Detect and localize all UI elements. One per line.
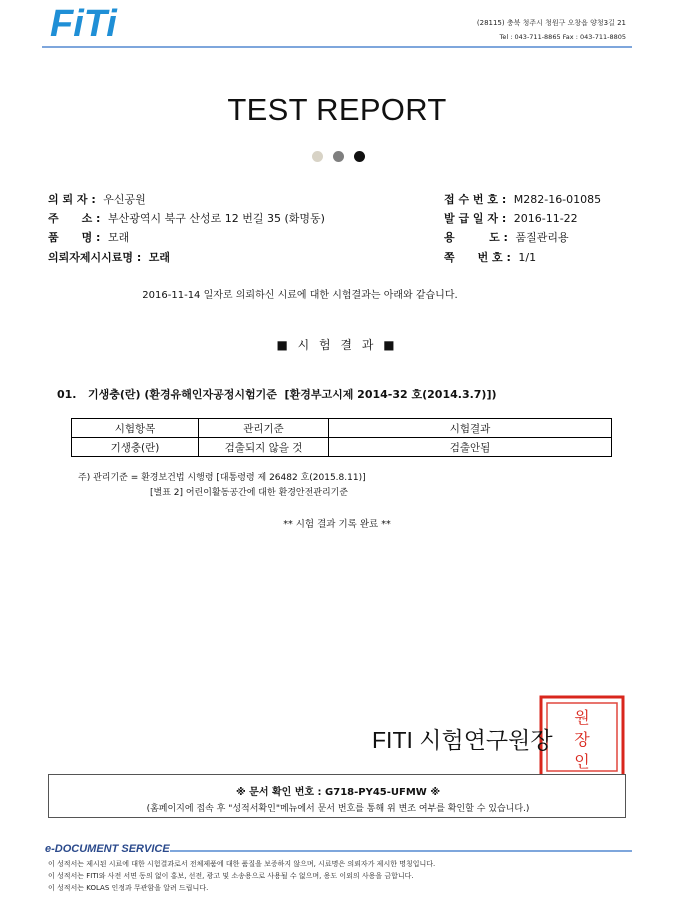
product-label: 품 명 :: [48, 231, 101, 244]
purpose-label: 용 도 :: [444, 231, 508, 244]
purpose-value: 품질관리용: [515, 231, 569, 244]
seal-char: 인: [574, 752, 590, 771]
seal-char: 장: [574, 730, 590, 749]
header-address: (28115) 충북 청주시 청원구 오창읍 양청3길 21: [476, 19, 626, 27]
note-line-2: [별표 2] 어린이활동공간에 대한 환경안전관리기준: [150, 488, 349, 498]
table-header-cell: 관리기준: [199, 419, 329, 438]
requester-value: 우신공원: [103, 193, 146, 206]
product-value: 모래: [107, 231, 130, 244]
page-row: [444, 249, 536, 265]
address-label: 주 소 :: [48, 212, 101, 225]
verification-box: [48, 774, 626, 818]
svg-text:FiTi: FiTi: [50, 3, 117, 42]
verification-description: (홈페이지에 접속 후 "성적서확인"메뉴에서 문서 번호를 통해 위 변조 여부를 확인할 수 있습니다.): [146, 804, 530, 814]
header-divider: [42, 46, 632, 48]
table-cell: 기생충(란): [72, 438, 199, 457]
requester-row: [48, 191, 146, 207]
note-line-1: 주) 관리기준 = 환경보건법 시행령 [대통령령 제 26482 호(2015.8.11)]: [78, 473, 366, 483]
table-header-row: [72, 419, 612, 438]
header-contact: Tel : 043-711-8865 Fax : 043-711-8805: [499, 33, 626, 41]
receipt-row: [444, 191, 601, 207]
issue-label: 발 급 일 자 :: [444, 212, 507, 225]
intro-text: 2016-11-14 일자로 의뢰하신 시료에 대한 시험결과는 아래와 같습니다.: [142, 290, 458, 301]
requester-label: 의 뢰 자 :: [48, 193, 96, 206]
table-row: [72, 438, 612, 457]
receipt-label: 접 수 번 호 :: [444, 193, 507, 206]
issue-value: 2016-11-22: [513, 212, 578, 225]
sample-row: [48, 249, 170, 265]
address-row: [48, 210, 325, 226]
footer-line-1: 이 성적서는 제시된 시료에 대한 시험결과로서 전체제품에 대한 품질을 보증하지 않으며, 시료명은 의뢰자가 제시한 명칭입니다.: [48, 860, 436, 868]
address-value: 부산광역시 북구 산성로 12 번길 35 (화명동): [107, 212, 325, 225]
report-title: TEST REPORT: [227, 92, 447, 127]
footer-divider: [170, 850, 632, 852]
fiti-logo: [50, 2, 155, 42]
status-dots: [312, 151, 372, 163]
issue-row: [444, 210, 578, 226]
sample-label: 의뢰자제시시료명 :: [48, 251, 142, 264]
result-table: [71, 418, 612, 457]
table-header-cell: 시험결과: [329, 419, 612, 438]
dot-mid: [333, 151, 344, 162]
page-value: 1/1: [518, 251, 537, 264]
table-cell: 검출안됨: [329, 438, 612, 457]
section-heading: ■ 시 험 결 과 ■: [276, 338, 398, 352]
seal-char: 원: [574, 708, 590, 727]
signer-name: FITI 시험연구원장: [372, 727, 553, 753]
product-row: [48, 229, 129, 245]
footer-line-3: 이 성적서는 KOLAS 인정과 무관함을 알려 드립니다.: [48, 884, 209, 892]
e-document-service-label: e-DOCUMENT SERVICE: [45, 843, 170, 855]
dot-light: [312, 151, 323, 162]
verification-code: ※ 문서 확인 번호 : G718-PY45-UFMW ※: [235, 787, 441, 798]
purpose-row: [444, 229, 569, 245]
table-header-cell: 시험항목: [72, 419, 199, 438]
receipt-value: M282-16-01085: [513, 193, 602, 206]
footer-line-2: 이 성적서는 FITI와 사전 서면 동의 없이 홍보, 선전, 광고 및 소송용으로 사용될 수 없으며, 용도 이외의 사용을 금합니다.: [48, 872, 414, 880]
test-item-title: 01. 기생충(란) (환경유해인자공정시험기준 [환경부고시제 2014-32 호(2014.3.7)]): [57, 388, 497, 401]
completion-text: ** 시험 결과 기록 완료 **: [283, 519, 391, 530]
sample-value: 모래: [148, 251, 171, 264]
table-cell: 검출되지 않을 것: [199, 438, 329, 457]
page-label: 쪽 번 호 :: [444, 251, 511, 264]
dot-dark: [354, 151, 365, 162]
